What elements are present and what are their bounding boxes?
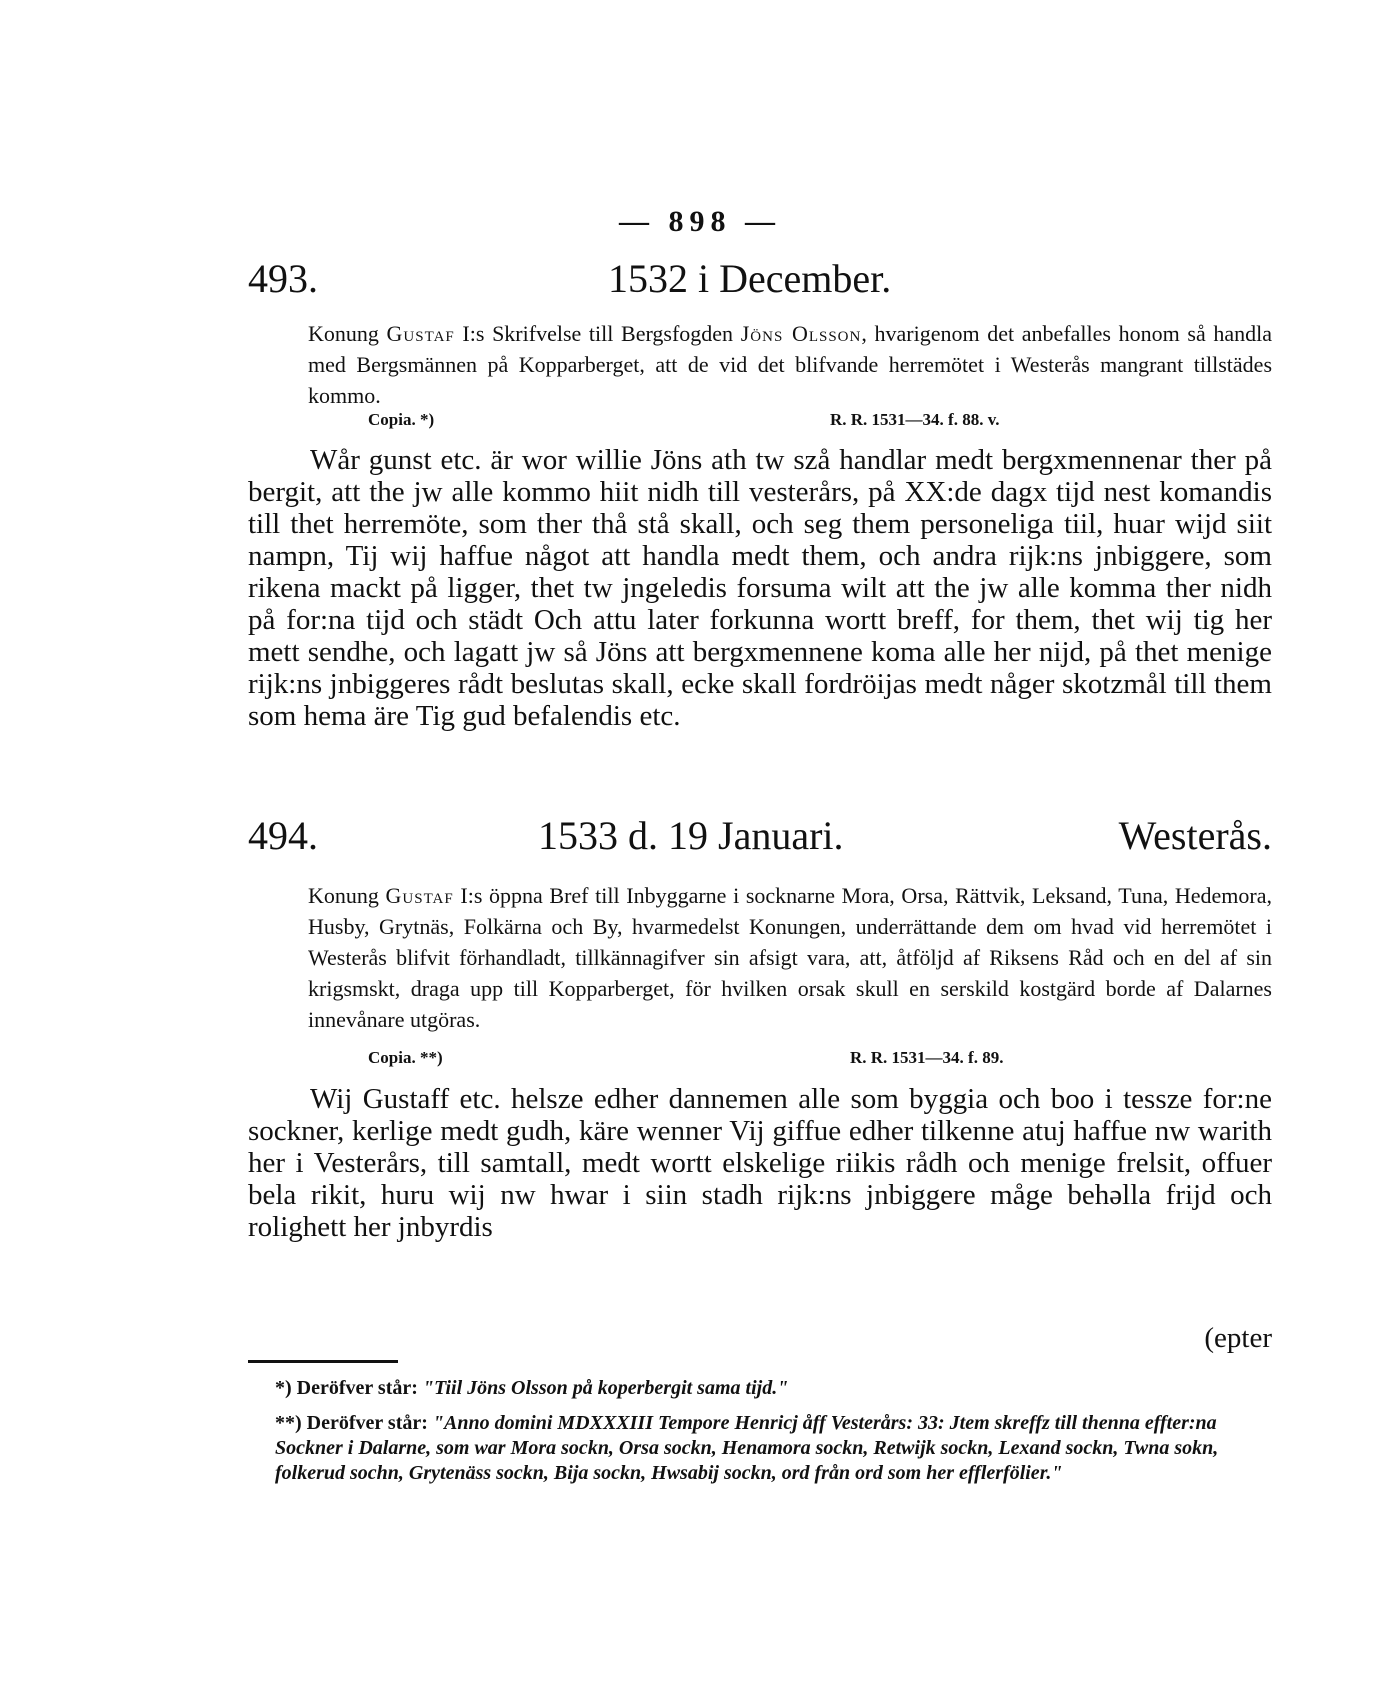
entry-date: 1532 i December. [608,256,892,301]
footnote-mark: *) [275,1377,292,1399]
source-copia: Copia. **) [368,1048,443,1067]
source-reference: R. R. 1531—34. f. 88. v. [830,410,1000,429]
footnote-text: "Anno domini MDXXXIII Tempore Henricj åff Vesterårs: 33: Jtem skreffz till thenna effter:na Sockner i Dalarne, som war Mora sockn, Orsa sockn, Henamora sockn, Retwijk sockn, Lexand sockn, Twna sokn, folkerud sochn, Grytenäss sockn, Bija sockn, Hwsabij sockn, ord från ord som her efflerfölier." [275,1412,1219,1484]
source-reference: R. R. 1531—34. f. 89. [850,1048,1004,1067]
footnote [275,1376,1275,1401]
footnote [275,1411,1275,1486]
summary-text: I:s öppna Bref till Inbyggarne i socknarne Mora, Orsa, Rättvik, Leksand, Tuna, Hedemora, Husby, Grytnäs, Folkärna och By, hvarmedelst Konungen, underrättande dem om hvad vid herremötet i Westerås blifvit förhandladt, tillkännagifver sin afsigt vara, att, åtföljd af Riksens Råd och en del af sin krigsmskt, draga upp till Kopparberget, för hvilken orsak skull en serskild kostgärd borde af Dalarnes innevånare utgöras. [308,883,1272,1032]
entry-summary-494 [308,880,1272,1035]
entry-place: Westerås. [1118,813,1272,858]
king-name: Gustaf [386,321,455,346]
summary-text: I:s Skrifvelse till Bergsfogden [454,321,741,346]
page-number: — 898 — [619,205,781,238]
source-copia: Copia. *) [368,410,435,429]
entry-date: 1533 d. 19 Januari. [538,813,844,858]
footnote-label: Deröfver står: [306,1412,428,1434]
entry-header-493 [248,255,1272,305]
catchword: (epter [1204,1322,1272,1354]
person-name: Jöns Olsson [740,321,862,346]
entry-number: 494. [248,813,318,858]
footnote-rule [248,1360,398,1363]
summary-text: Konung [308,883,386,908]
footnote-label: Deröfver står: [296,1377,418,1399]
letter-paragraph: Wij Gustaff etc. helsze edher dannemen alle som byggia och boo i tessze for:ne sockner, kerlige medt gudh, käre wenner Vij giffue edher tilkenne atuj haffue nw warith her i Vesterårs, till samtall, medt wortt elskelige riikis rådh och menige frelsit, offuer bela rikit, huru wij nw hwar i siin stadh rijk:ns jnbiggere måge behəlla frijd och rolighett her jnbyrdis [248,1083,1272,1243]
footnotes [275,1376,1275,1496]
footnote-mark: **) [275,1412,302,1434]
entry-number: 493. [248,256,318,301]
entry-summary-493 [308,318,1272,411]
letter-paragraph: Wår gunst etc. är wor willie Jöns ath tw szå handlar medt bergxmennenar ther på bergit, att the jw alle kommo hiit nidh till vesterårs, på XX:de dagx tijd nest komandis till thet herremöte, som ther thå stå skall, och seg them personeliga tiil, huar wijd siit nampn, Tij wij haffue något att handla medt them, och andra rijk:ns jnbiggere, som rikena mackt på ligger, thet tw jngeledis forsuma wilt att the jw alle komma ther nidh på for:na tijd och städt Och attu later forkunna wortt breff, for them, thet wij tig her mett sendhe, och lagatt jw så Jöns att bergxmennene koma alle her nijd, på thet menige rijk:ns jnbiggeres rådt beslutas skall, ecke skall fordröijas medt någer skotzmål till them som hema äre Tig gud befalendis etc. [248,444,1272,732]
summary-text: , hvarigenom det anbefalles honom så handla med Bergsmännen på Kopparberget, att de vid det blifvande herremötet i Westerås mangrant tillstädes kommo. [308,321,1273,408]
summary-text: Konung [308,321,387,346]
entry-header-494 [248,812,1272,862]
footnote-text: "Tiil Jöns Olsson på koperbergit sama tijd." [422,1377,789,1399]
letter-text-493 [248,444,1272,732]
letter-text-494 [248,1083,1272,1243]
king-name: Gustaf [385,883,454,908]
